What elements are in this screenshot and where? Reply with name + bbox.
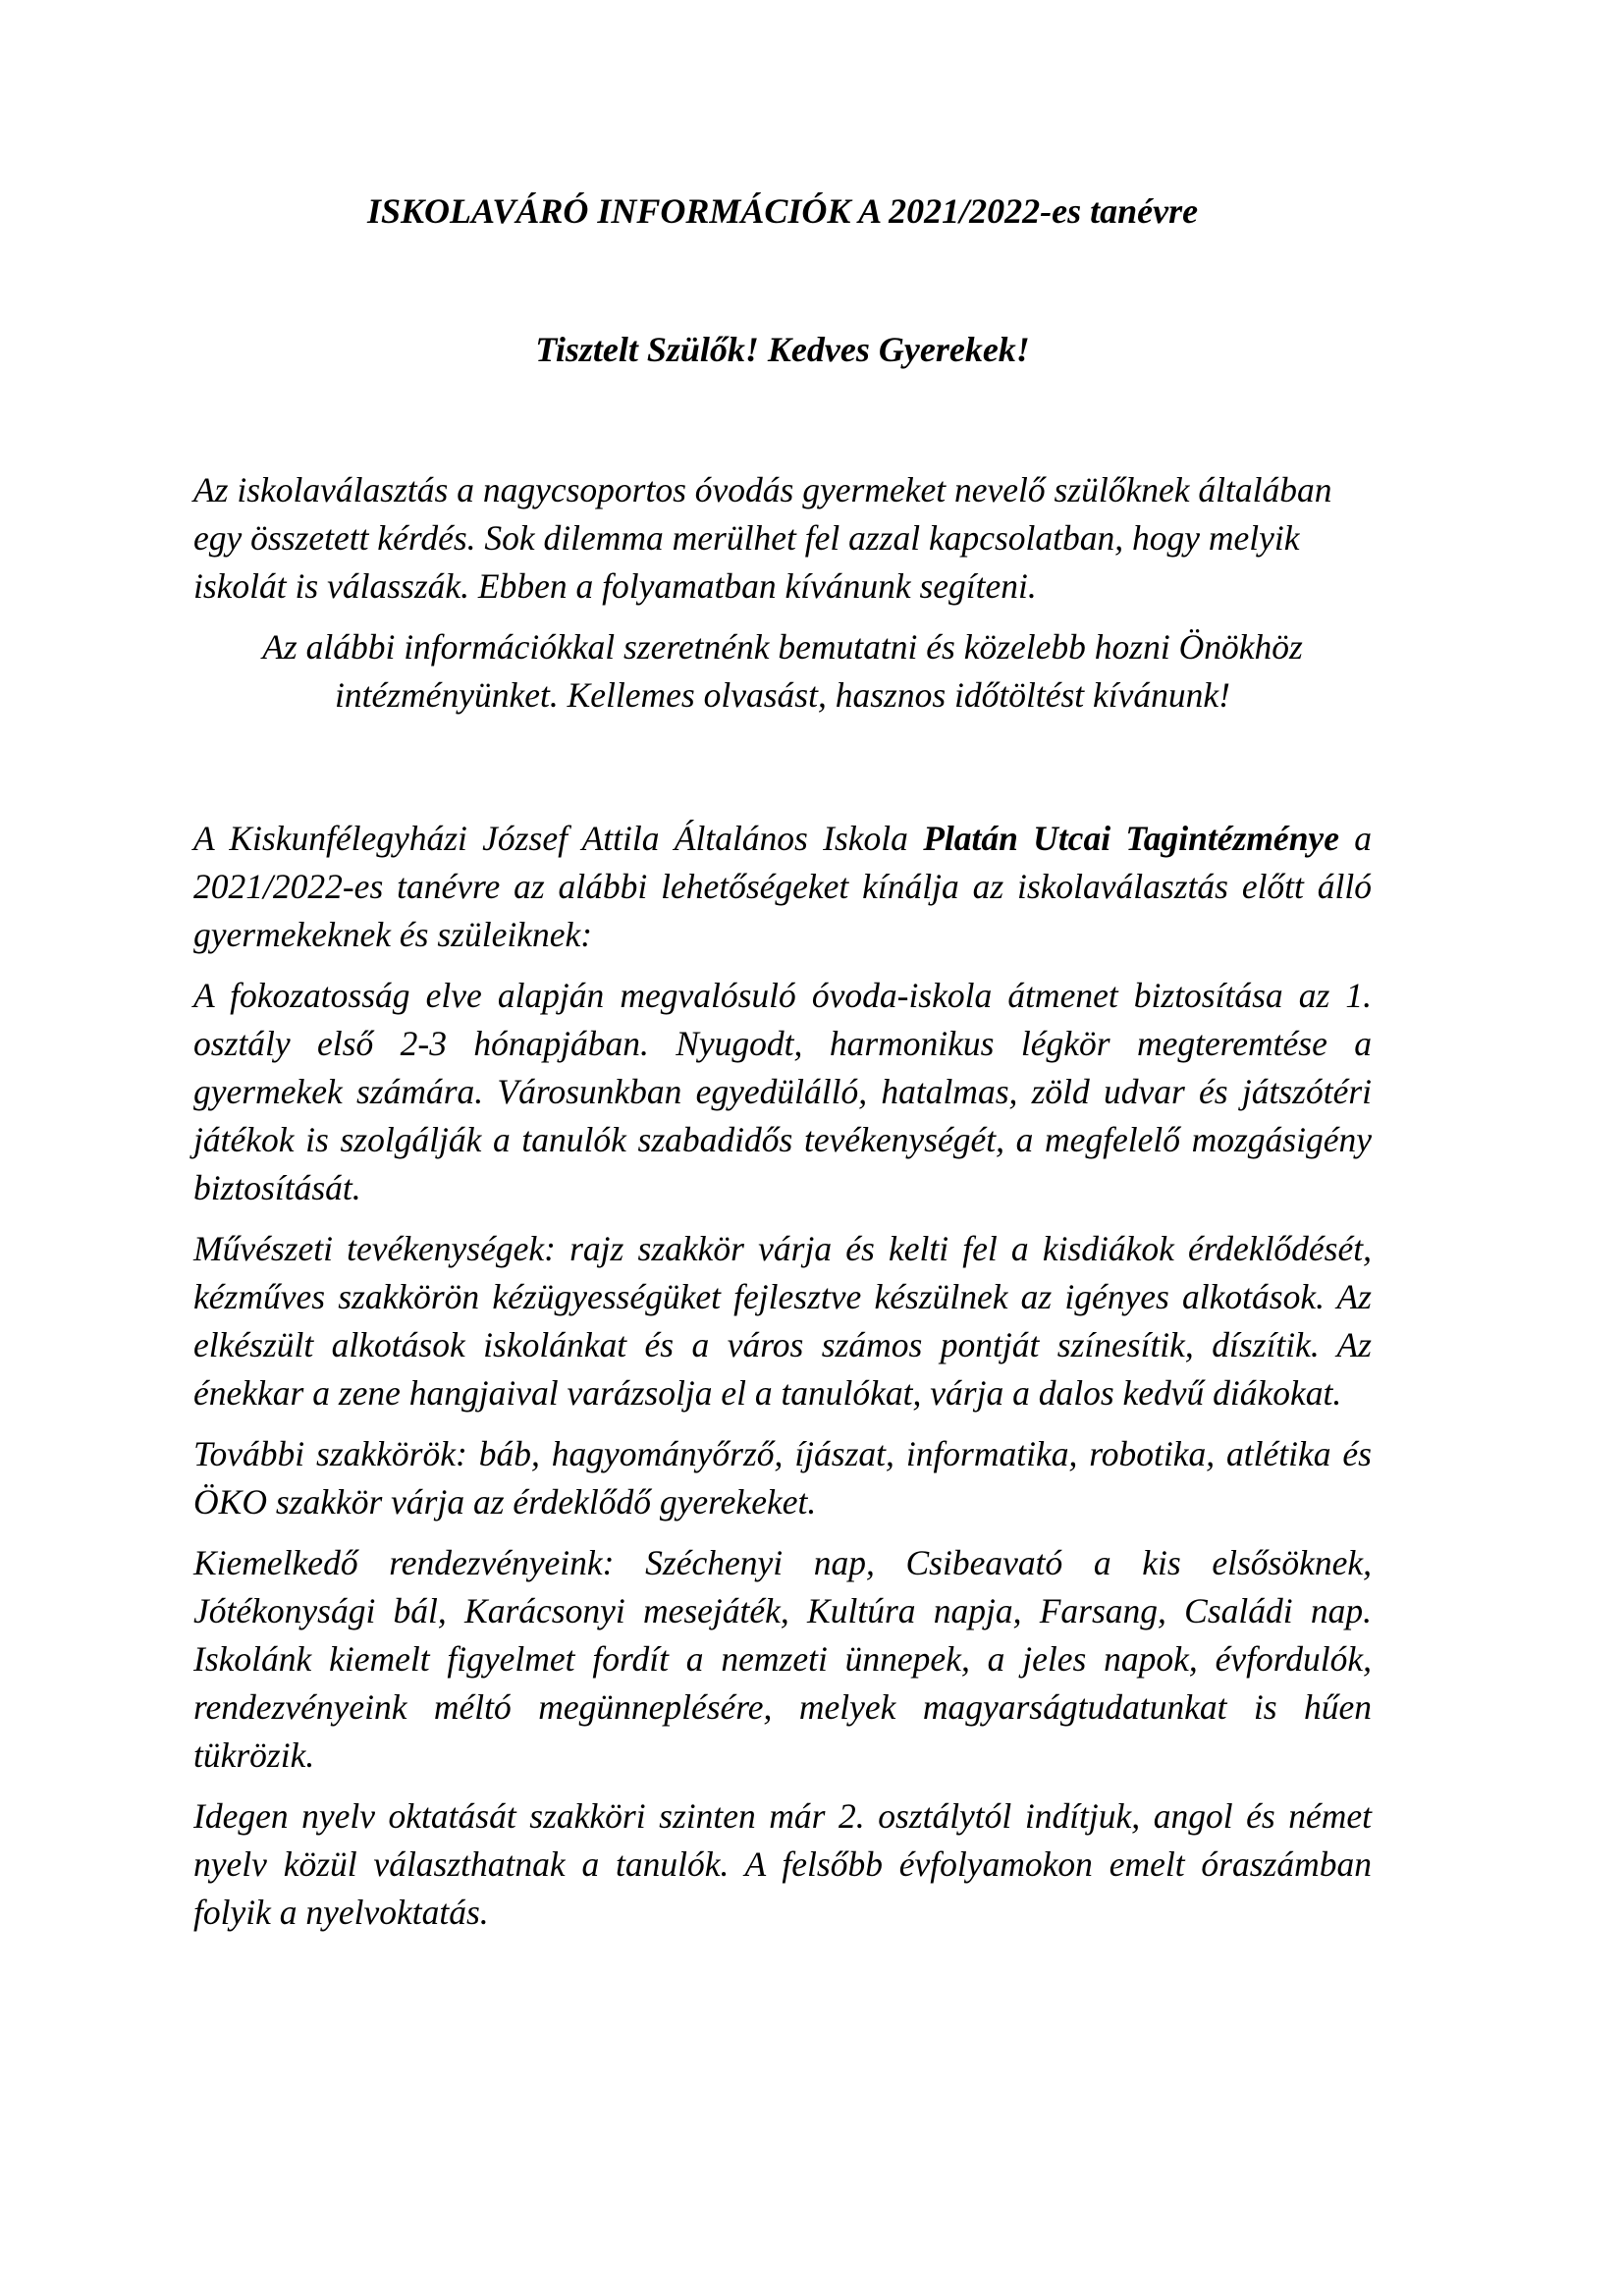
paragraph-clubs: További szakkörök: báb, hagyományőrző, íjászat, informatika, robotika, atlétika és ÖKO szakkör várja az érdeklődő gyerekeket. xyxy=(193,1434,1372,1522)
paragraph-events: Kiemelkedő rendezvényeink: Széchenyi nap, Csibeavató a kis elsősöknek, Jótékonysági bál, Karácsonyi mesejáték, Kultúra napja, Farsang, Családi nap. Iskolánk kiemelt figyelmet fordít a nemzeti ünnepek, a jeles napok, évfordulók, rendezvényeink méltó megünneplésére, melyek magyarságtudatunkat is hűen tükrözik. xyxy=(193,1543,1372,1775)
paragraph-arts: Művészeti tevékenységek: rajz szakkör várja és kelti fel a kisdiákok érdeklődését, kézműves szakkörön kézügyességüket fejlesztve készülnek az igényes alkotások. Az elkészült alkotások iskolánkat és a város számos pontját színesítik, díszítik. Az énekkar a zene hangjaival varázsolja el a tanulókat, várja a dalos kedvű diákokat. xyxy=(193,1229,1372,1413)
intro-paragraph: Az iskolaválasztás a nagycsoportos óvodás gyermeket nevelő szülőknek általában egy összetett kérdés. Sok dilemma merülhet fel azzal kapcsolatban, hogy melyik iskolát is válasszák. Ebben a folyamatban kívánunk segíteni. xyxy=(193,470,1332,606)
intro-centered-paragraph: Az alábbi információkkal szeretnénk bemutatni és közelebb hozni Önökhöz intézményünket. Kellemes olvasást, hasznos időtöltést kívánunk! xyxy=(262,627,1303,715)
school-name-highlight: Platán Utcai Tagintézménye xyxy=(923,819,1339,858)
offer-text-after: a 2021/2022-es tanévre az alábbi lehetőségeket kínálja az iskolaválasztás előtt álló gyermekeknek és szüleiknek: xyxy=(193,819,1373,954)
document-body xyxy=(193,189,1372,1937)
paragraph-transition: A fokozatosság elve alapján megvalósuló óvoda-iskola átmenet biztosítása az 1. osztály első 2-3 hónapjában. Nyugodt, harmonikus légkör megteremtése a gyermekek számára. Városunkban egyedülálló, hatalmas, zöld udvar és játszótéri játékok is szolgálják a tanulók szabadidős tevékenységét, a megfelelő mozgásigény biztosítását. xyxy=(193,976,1372,1207)
offer-text-before: A Kiskunfélegyházi József Attila Általános Iskola xyxy=(193,819,924,858)
paragraph-languages: Idegen nyelv oktatását szakköri szinten már 2. osztálytól indítjuk, angol és német nyelv közül választhatnak a tanulók. A felsőbb évfolyamokon emelt óraszámban folyik a nyelvoktatás. xyxy=(193,1796,1372,1932)
greeting: Tisztelt Szülők! Kedves Gyerekek! xyxy=(535,330,1030,369)
document-title: ISKOLAVÁRÓ INFORMÁCIÓK A 2021/2022-es tanévre xyxy=(366,191,1199,231)
offer-paragraph xyxy=(193,815,1372,959)
